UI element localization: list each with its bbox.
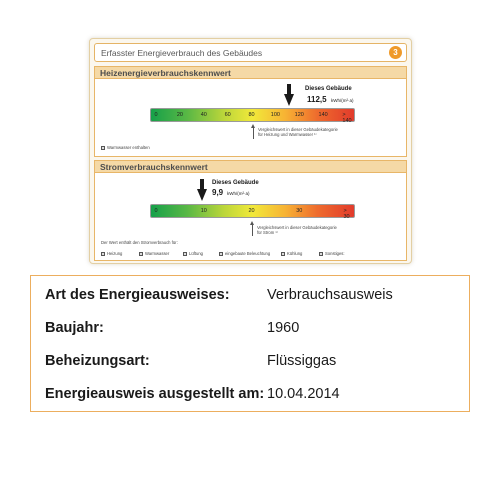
power-included-line: Der Wert enthält den Stromverbrauch für: bbox=[101, 240, 178, 245]
certificate-title: Erfasster Energieverbrauch des Gebäudes bbox=[101, 48, 263, 58]
power-value-pointer-icon bbox=[197, 189, 207, 201]
energy-certificate-card bbox=[89, 38, 412, 264]
heat-value-pointer-icon bbox=[284, 94, 294, 106]
heat-scale-bar bbox=[150, 108, 355, 122]
heat-section-body bbox=[94, 79, 407, 157]
checkbox-icon bbox=[319, 252, 323, 256]
power-option-label: Kühlung bbox=[287, 251, 303, 256]
power-value-caption: Dieses Gebäude bbox=[212, 180, 259, 186]
heat-value: 112,5 bbox=[307, 95, 327, 104]
page-number-badge: 3 bbox=[389, 46, 402, 59]
heat-section-header bbox=[94, 66, 407, 79]
heating-type-value: Flüssiggas bbox=[267, 353, 337, 369]
construction-year-value: 1960 bbox=[267, 320, 300, 336]
power-section-body bbox=[94, 173, 407, 261]
power-section-header bbox=[94, 160, 407, 173]
heat-scale-tick: 0 bbox=[154, 112, 158, 118]
heat-reference-arrow-icon bbox=[253, 127, 254, 139]
checkbox-icon bbox=[281, 252, 285, 256]
power-scale-tick: 0 bbox=[154, 208, 158, 214]
power-option-label: eingebaute Beleuchtung bbox=[225, 251, 271, 256]
power-scale-tick: 20 bbox=[248, 208, 255, 214]
heat-section-title: Heizenergieverbrauchskennwert bbox=[100, 68, 231, 78]
power-option-label: Warmwasser bbox=[145, 251, 170, 256]
power-reference-line: für Strom ¹⁾ bbox=[257, 230, 278, 235]
heat-reference-line: Vergleichswert in dieser Gebäudekategorie bbox=[258, 127, 338, 132]
power-scale-tick: > 30 bbox=[343, 208, 350, 220]
power-option-label: Lüftung bbox=[189, 251, 203, 256]
power-unit: kWh/(m²·a) bbox=[227, 191, 250, 196]
heat-scale-tick: 40 bbox=[200, 112, 207, 118]
power-option-lighting bbox=[219, 251, 270, 256]
checkbox-icon bbox=[101, 146, 105, 150]
heat-pointer-stem bbox=[287, 84, 291, 94]
checkbox-icon bbox=[183, 252, 187, 256]
power-option-label: Sonstiges: bbox=[325, 251, 345, 256]
heat-scale-tick: 140 bbox=[318, 112, 328, 118]
construction-year-label: Baujahr: bbox=[45, 320, 104, 336]
power-scale-bar bbox=[150, 204, 355, 218]
heat-scale-tick: 20 bbox=[176, 112, 183, 118]
power-scale-tick: 10 bbox=[200, 208, 207, 214]
heat-warmwater-label: Warmwasser enthalten bbox=[107, 145, 150, 150]
certificate-header bbox=[94, 43, 407, 62]
issue-date-value: 10.04.2014 bbox=[267, 386, 340, 402]
power-pointer-stem bbox=[200, 179, 204, 189]
power-option-warmwater bbox=[139, 251, 169, 256]
heating-type-label: Beheizungsart: bbox=[45, 353, 150, 369]
power-reference-arrow-icon bbox=[252, 224, 253, 236]
checkbox-icon bbox=[139, 252, 143, 256]
heat-scale-tick: 100 bbox=[270, 112, 280, 118]
heat-scale-tick: > 140 bbox=[342, 112, 352, 124]
power-reference-text bbox=[257, 225, 337, 235]
power-included-intro bbox=[101, 240, 178, 245]
issue-date-label: Energieausweis ausgestellt am: bbox=[45, 386, 265, 402]
heat-scale-tick: 80 bbox=[248, 112, 255, 118]
power-option-ventilation bbox=[183, 251, 203, 256]
power-value: 9,9 bbox=[212, 188, 224, 197]
certificate-type-value: Verbrauchsausweis bbox=[267, 287, 393, 303]
heat-scale-tick: 120 bbox=[294, 112, 304, 118]
heat-warmwater-option bbox=[101, 145, 150, 150]
power-reference-line: Vergleichswert in dieser Gebäudekategorie bbox=[257, 225, 337, 230]
power-option-label: Heizung bbox=[107, 251, 123, 256]
heat-value-caption: Dieses Gebäude bbox=[305, 86, 352, 92]
power-section-title: Stromverbrauchskennwert bbox=[100, 162, 208, 172]
checkbox-icon bbox=[219, 252, 223, 256]
power-option-heating bbox=[101, 251, 122, 256]
power-option-other bbox=[319, 251, 345, 256]
certificate-details-box bbox=[30, 275, 470, 412]
power-option-cooling bbox=[281, 251, 302, 256]
checkbox-icon bbox=[101, 252, 105, 256]
heat-reference-line: für Heizung und Warmwasser ¹⁾ bbox=[258, 132, 317, 137]
certificate-type-label: Art des Energieausweises: bbox=[45, 287, 230, 303]
heat-reference-text bbox=[258, 127, 338, 137]
heat-scale-tick: 60 bbox=[224, 112, 231, 118]
heat-unit: kWh/(m²·a) bbox=[331, 98, 354, 103]
power-scale-tick: 30 bbox=[296, 208, 303, 214]
